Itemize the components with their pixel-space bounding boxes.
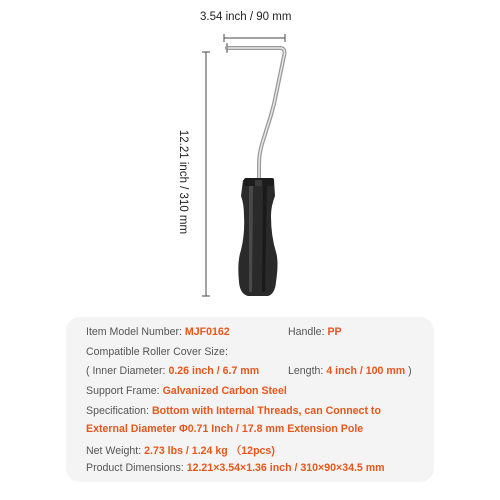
inner-diameter-label: ( Inner Diameter:: [86, 365, 166, 377]
specification-label: Specification:: [86, 405, 150, 417]
compatible-label: Compatible Roller Cover Size:: [86, 346, 228, 358]
width-dimension-label: 3.54 inch / 90 mm: [200, 11, 292, 23]
length-label: Length:: [288, 365, 324, 377]
spec-item-specification-cont: [86, 423, 363, 435]
specification-value-line1: Bottom with Internal Threads, can Connect to: [151, 405, 381, 417]
spec-item-specification: [86, 405, 381, 417]
product-dimensions-label: Product Dimensions:: [86, 462, 184, 474]
specification-value-line2: External Diameter Φ0.71 Inch / 17.8 mm Extension Pole: [86, 423, 364, 435]
length-value: 4 inch / 100 mm: [326, 365, 406, 377]
spec-item-weight: [86, 443, 275, 458]
height-dimension-line: [202, 52, 210, 296]
weight-value: 2.73 lbs / 1.24 kg: [144, 445, 228, 457]
black-handle: [238, 178, 277, 296]
specifications-panel: [66, 317, 434, 482]
model-label: Item Model Number:: [86, 326, 182, 338]
weight-label: Net Weight:: [86, 445, 142, 457]
spec-item-handle: [288, 326, 342, 338]
width-dimension-line: [224, 34, 285, 42]
frame-label: Support Frame:: [86, 385, 160, 397]
handle-value: PP: [327, 326, 342, 338]
weight-suffix: （12pcs): [230, 445, 275, 457]
spec-item-length: [288, 365, 412, 377]
length-suffix: ): [408, 365, 412, 377]
inner-diameter-value: 0.26 inch / 6.7 mm: [168, 365, 260, 377]
product-dimensions-value: 12.21×3.54×1.36 inch / 310×90×34.5 mm: [186, 462, 385, 474]
height-dimension-label: 12.21 inch / 310 mm: [177, 129, 189, 235]
spec-item-frame: [86, 385, 287, 397]
handle-label: Handle:: [288, 326, 325, 338]
model-value: MJF0162: [184, 326, 230, 338]
metal-wire: [227, 44, 285, 183]
spec-item-inner-diameter: [86, 365, 259, 377]
spec-item-model: [86, 326, 230, 338]
spec-item-compatible: [86, 346, 228, 358]
spec-item-product-dimensions: [86, 462, 385, 474]
frame-value: Galvanized Carbon Steel: [162, 385, 287, 397]
